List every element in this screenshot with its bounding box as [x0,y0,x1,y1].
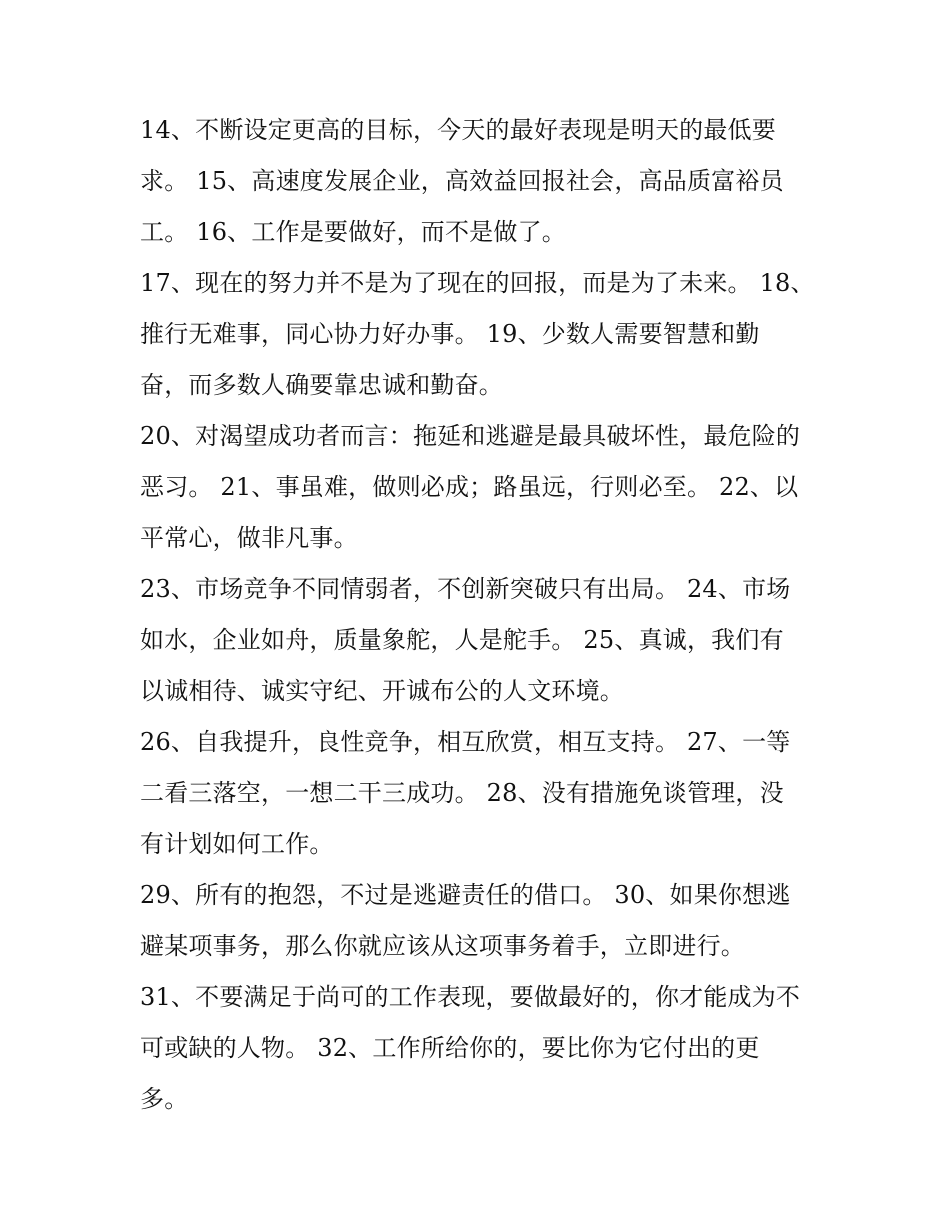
text-line-13: 26、自我提升，良性竞争，相互欣赏，相互支持。 27、一等 [140,728,791,756]
text-line-3: 工。 16、工作是要做好，而不是做了。 [140,218,566,246]
text-line-15: 有计划如何工作。 [140,830,334,858]
text-line-8: 恶习。 21、事虽难，做则必成；路虽远，行则必至。 22、以 [140,473,799,501]
text-line-4: 17、现在的努力并不是为了现在的回报，而是为了未来。 18、 [140,269,815,297]
text-line-20: 多。 [140,1085,189,1113]
text-line-18: 31、不要满足于尚可的工作表现，要做最好的，你才能成为不 [140,983,801,1011]
text-line-6: 奋，而多数人确要靠忠诚和勤奋。 [140,371,503,399]
text-line-10: 23、市场竞争不同情弱者，不创新突破只有出局。 24、市场 [140,575,791,603]
text-line-9: 平常心，做非凡事。 [140,524,358,552]
text-line-7: 20、对渴望成功者而言：拖延和逃避是最具破坏性，最危险的 [140,422,801,450]
text-line-1: 14、不断设定更高的目标，今天的最好表现是明天的最低要 [140,116,776,144]
text-line-19: 可或缺的人物。 32、工作所给你的，要比你为它付出的更 [140,1034,760,1062]
text-line-14: 二看三落空，一想二干三成功。 28、没有措施免谈管理，没 [140,779,784,807]
text-line-2: 求。 15、高速度发展企业，高效益回报社会，高品质富裕员 [140,167,784,195]
text-line-5: 推行无难事，同心协力好办事。 19、少数人需要智慧和勤 [140,320,760,348]
text-line-17: 避某项事务，那么你就应该从这项事务着手，立即进行。 [140,932,745,960]
text-line-16: 29、所有的抱怨，不过是逃避责任的借口。 30、如果你想逃 [140,881,791,909]
text-line-11: 如水，企业如舟，质量象舵，人是舵手。 25、真诚，我们有 [140,626,784,654]
text-line-12: 以诚相待、诚实守纪、开诚布公的人文环境。 [140,677,624,705]
